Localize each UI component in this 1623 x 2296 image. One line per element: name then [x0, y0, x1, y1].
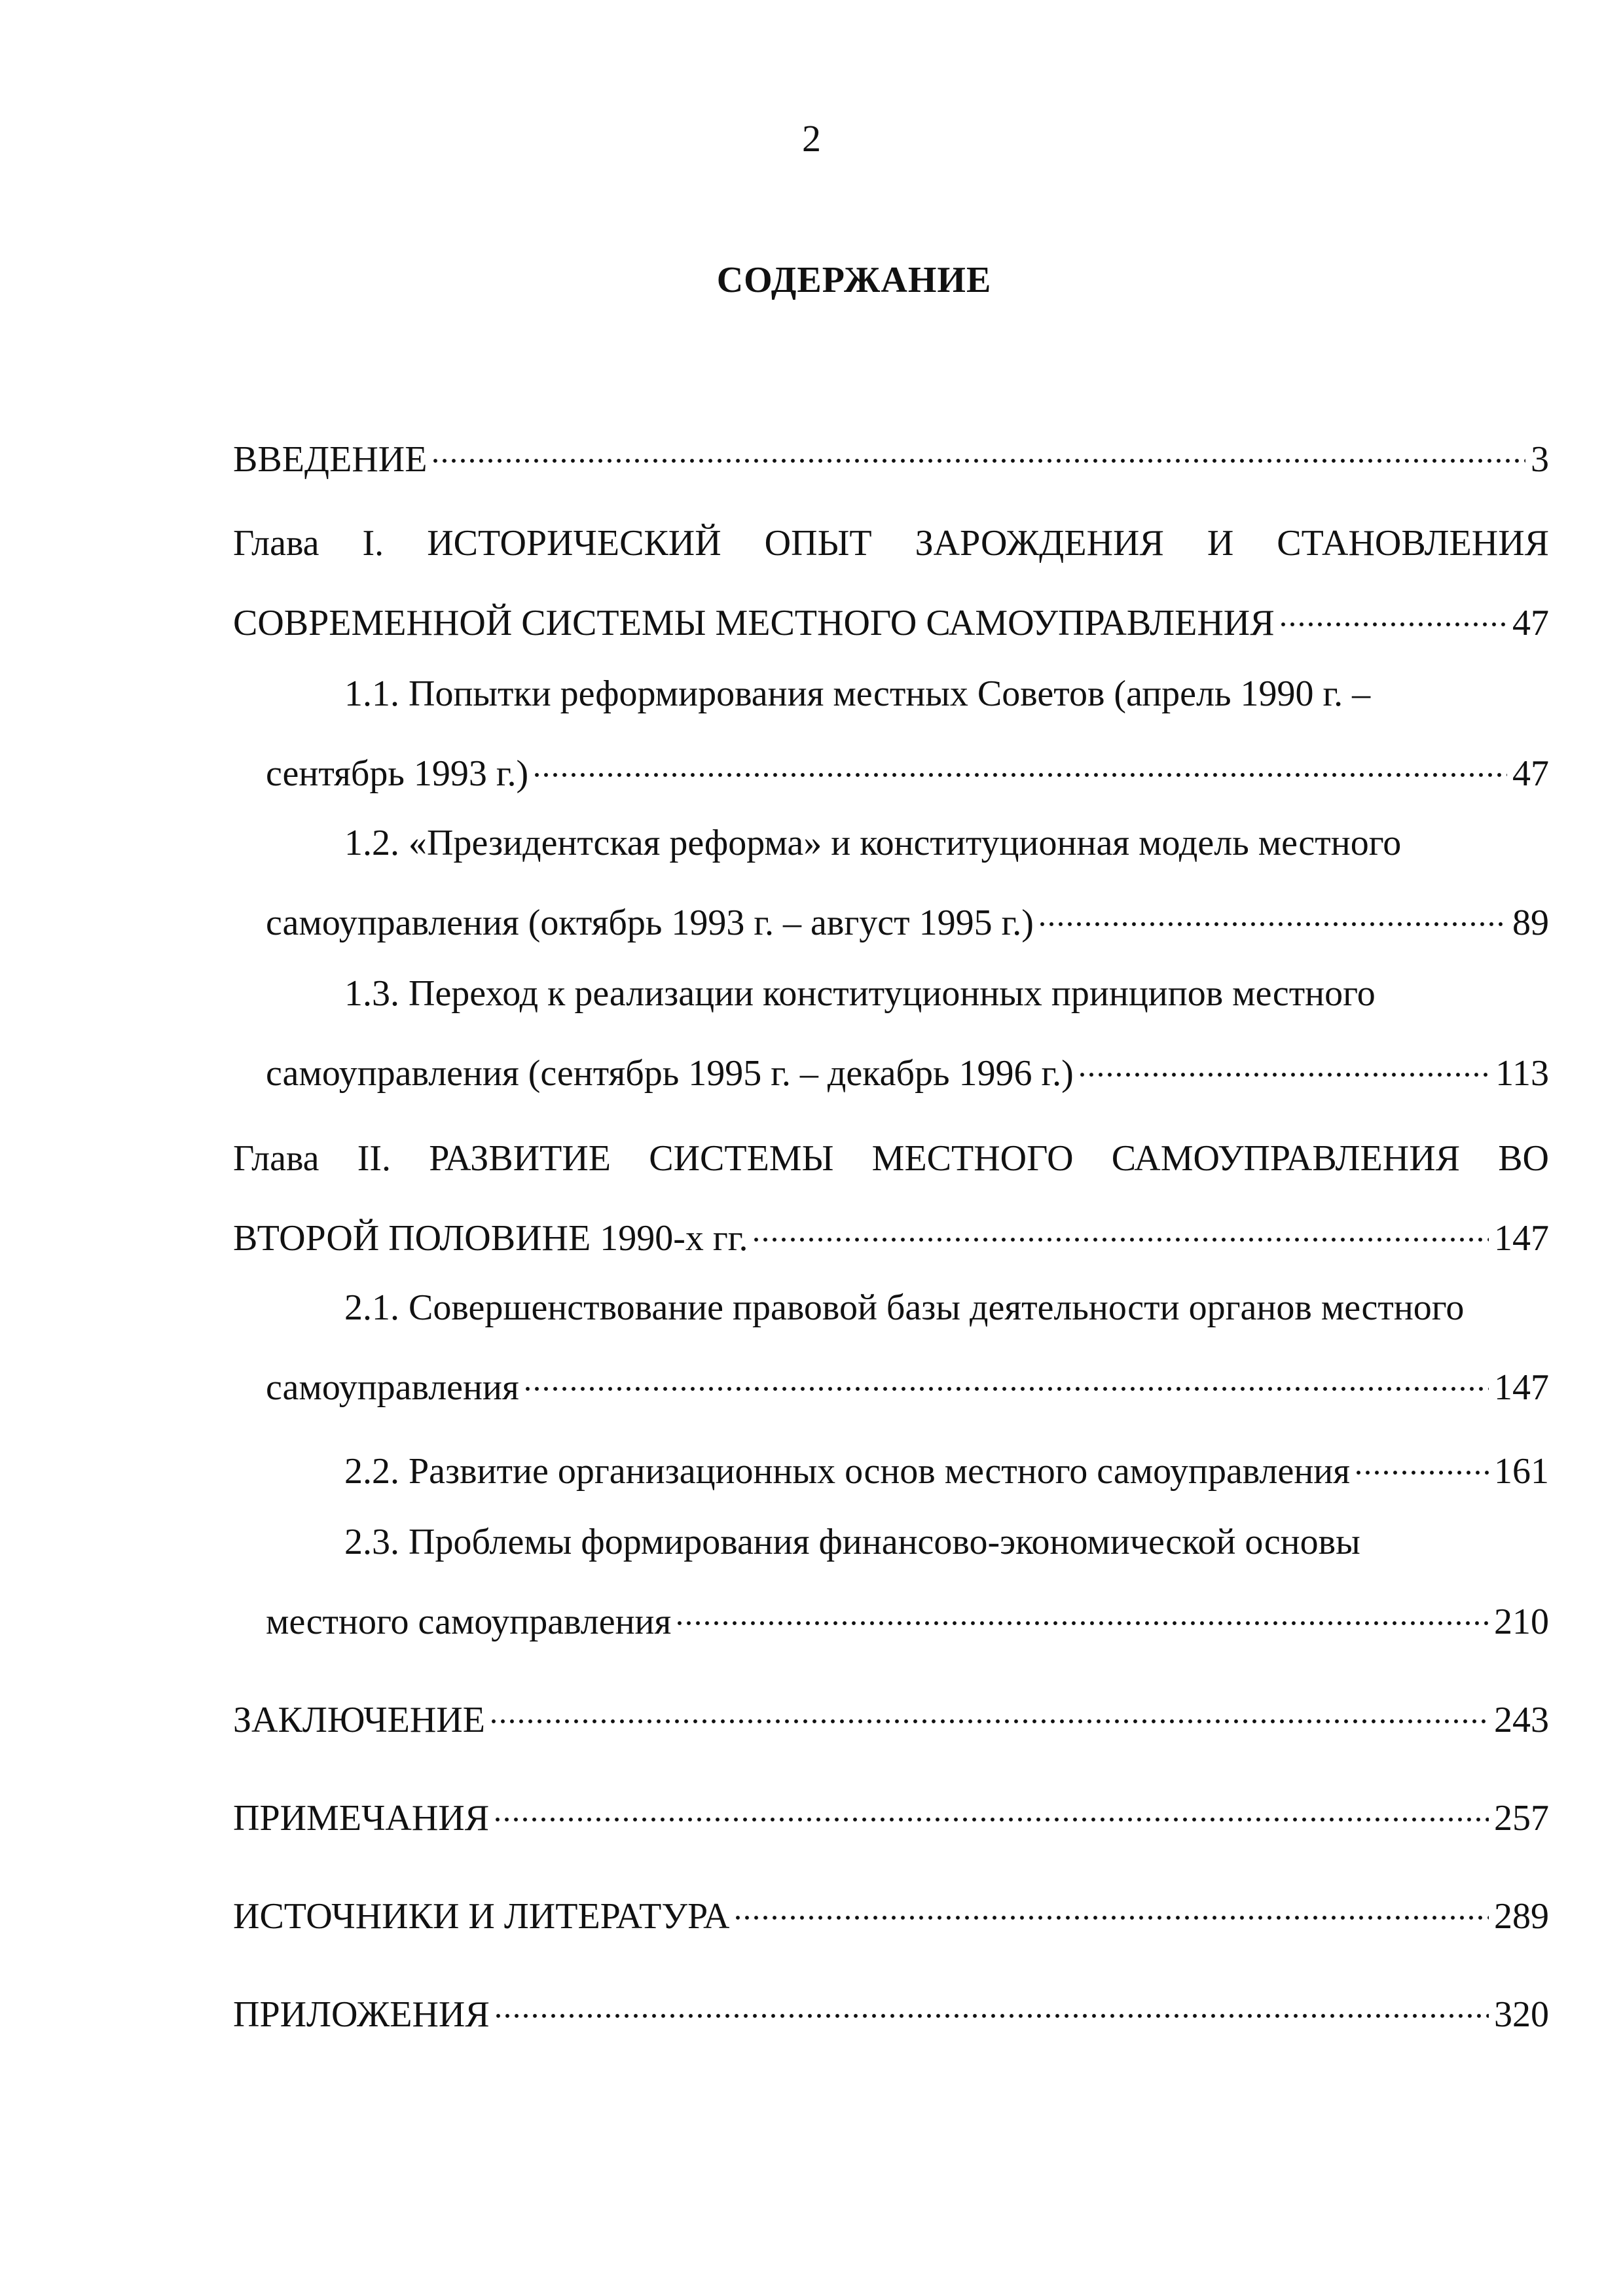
entry-page: 3 [1531, 439, 1549, 480]
toc-entry-sources[interactable] [233, 1876, 1549, 1937]
toc-entry-s1-1-line1[interactable]: 1.1. Попытки реформирования местных Советов (апрель 1990 г. – [344, 673, 1371, 714]
entry-page: 147 [1494, 1218, 1549, 1259]
dot-leader [494, 1974, 1489, 2026]
dot-leader [523, 1347, 1489, 1399]
entry-text: ВВЕДЕНИЕ [233, 439, 428, 480]
dot-leader [1279, 583, 1507, 635]
entry-page: 320 [1494, 1994, 1549, 2035]
page-number: 2 [802, 117, 821, 160]
dot-leader [733, 1876, 1489, 1928]
entry-page: 257 [1494, 1798, 1549, 1839]
dot-leader [752, 1198, 1489, 1250]
toc-entry-s1-2[interactable] [266, 882, 1549, 943]
entry-text: самоуправления (октябрь 1993 г. – август 1995 г.) [266, 903, 1034, 943]
entry-page: 47 [1512, 753, 1549, 794]
entry-text: самоуправления (сентябрь 1995 г. – декабрь 1996 г.) [266, 1053, 1074, 1094]
toc-title: СОДЕРЖАНИЕ [716, 260, 992, 300]
entry-text: СОВРЕМЕННОЙ СИСТЕМЫ МЕСТНОГО САМОУПРАВЛЕНИЯ [233, 603, 1275, 643]
toc-entry-s1-2-line1[interactable]: 1.2. «Президентская реформа» и конституционная модель местного [344, 823, 1402, 863]
toc-entry-s1-3-line1[interactable]: 1.3. Переход к реализации конституционных принципов местного [344, 973, 1376, 1014]
entry-text: ИСТОЧНИКИ И ЛИТЕРАТУРА [233, 1896, 730, 1937]
toc-entry-s1-1[interactable] [266, 733, 1549, 794]
toc-entry-s2-1-line1[interactable]: 2.1. Совершенствование правовой базы деятельности органов местного [344, 1287, 1465, 1328]
entry-page: 89 [1512, 903, 1549, 943]
entry-text: самоуправления [266, 1367, 519, 1408]
toc-entry-conclusion[interactable] [233, 1679, 1549, 1740]
toc-entry-s2-3[interactable] [266, 1581, 1549, 1642]
entry-page: 147 [1494, 1367, 1549, 1408]
toc-entry-notes[interactable] [233, 1778, 1549, 1839]
entry-text: ЗАКЛЮЧЕНИЕ [233, 1700, 485, 1740]
toc-entry-ch2[interactable] [233, 1198, 1549, 1259]
dot-leader [1078, 1033, 1490, 1085]
toc-entry-s1-3[interactable] [266, 1033, 1549, 1094]
toc-entry-intro[interactable] [233, 419, 1549, 480]
dot-leader [675, 1581, 1489, 1634]
dot-leader [489, 1679, 1489, 1732]
dot-leader [431, 419, 1525, 471]
table-of-contents [233, 0, 1549, 2296]
entry-page: 289 [1494, 1896, 1549, 1937]
entry-text: местного самоуправления [266, 1602, 672, 1642]
toc-entry-s2-1[interactable] [266, 1347, 1549, 1408]
entry-text: ПРИЛОЖЕНИЯ [233, 1994, 490, 2035]
entry-page: 243 [1494, 1700, 1549, 1740]
entry-text: 2.2. Развитие организационных основ местного самоуправления [344, 1451, 1351, 1492]
dot-leader [1038, 882, 1507, 935]
toc-entry-s2-2[interactable] [344, 1431, 1549, 1492]
entry-page: 210 [1494, 1602, 1549, 1642]
entry-page: 161 [1494, 1451, 1549, 1492]
dot-leader [1354, 1431, 1489, 1483]
toc-entry-s2-3-line1[interactable]: 2.3. Проблемы формирования финансово-экономической основы [344, 1522, 1360, 1562]
entry-page: 113 [1495, 1053, 1549, 1094]
toc-entry-ch1[interactable] [233, 583, 1549, 643]
toc-entry-ch1-line1[interactable]: Глава I. ИСТОРИЧЕСКИЙ ОПЫТ ЗАРОЖДЕНИЯ И СТАНОВЛЕНИЯ [233, 523, 1549, 564]
entry-text: ВТОРОЙ ПОЛОВИНЕ 1990-х гг. [233, 1218, 748, 1259]
toc-entry-ch2-line1[interactable]: Глава II. РАЗВИТИЕ СИСТЕМЫ МЕСТНОГО САМОУПРАВЛЕНИЯ ВО [233, 1138, 1549, 1179]
dot-leader [532, 733, 1507, 785]
toc-entry-appendices[interactable] [233, 1974, 1549, 2035]
entry-page: 47 [1512, 603, 1549, 643]
dot-leader [493, 1778, 1489, 1830]
entry-text: ПРИМЕЧАНИЯ [233, 1798, 490, 1839]
entry-text: сентябрь 1993 г.) [266, 753, 529, 794]
